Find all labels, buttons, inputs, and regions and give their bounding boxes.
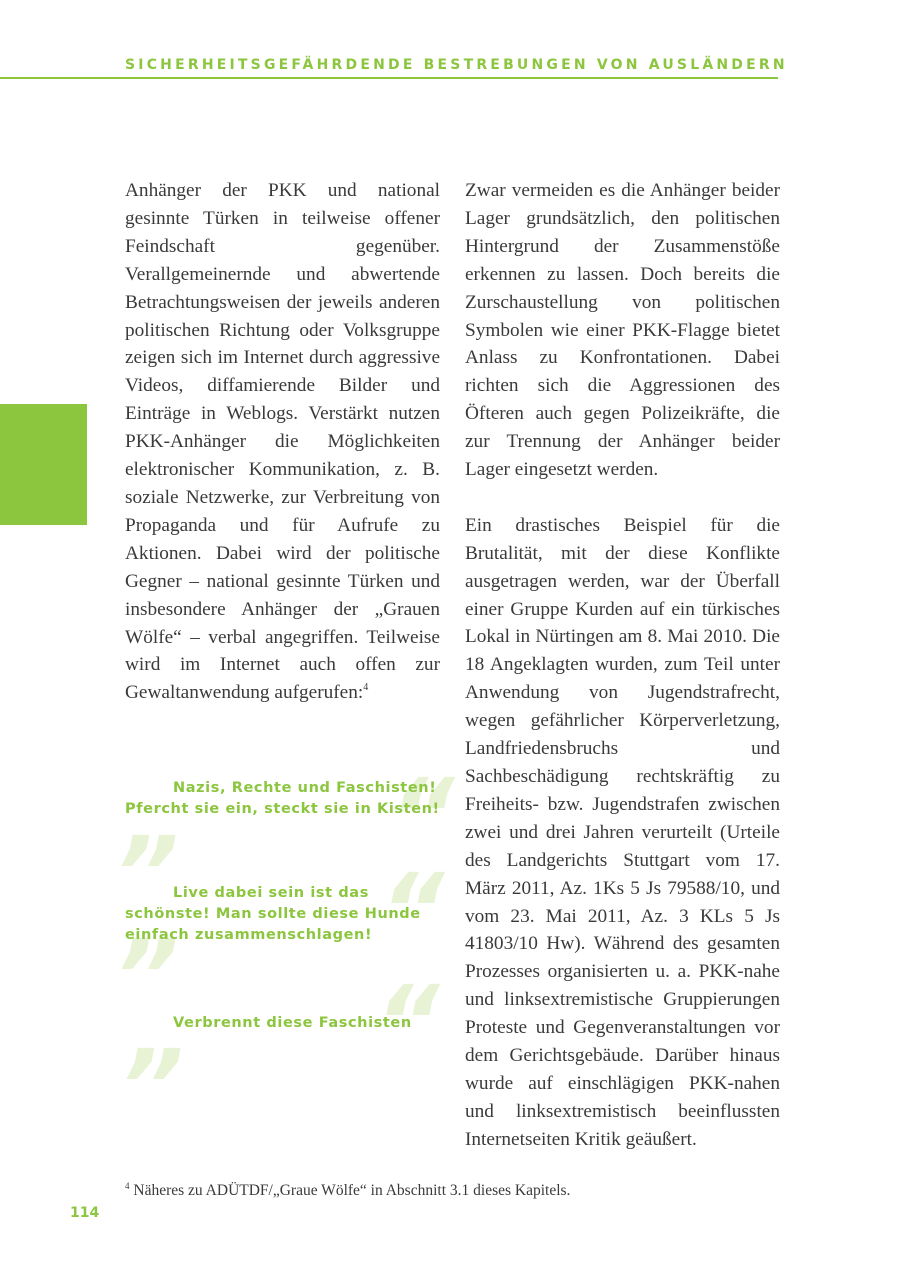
running-header: SICHERHEITSGEFÄHRDENDE BESTREBUNGEN VON AUSLÄNDERN [125,57,788,73]
left-paragraph [125,177,440,707]
opening-quote-mark: „ [125,864,191,981]
footnote-reference: 4 [363,682,369,694]
footnote-text: Näheres zu ADÜTDF/„Graue Wölfe“ in Abschnitt 3.1 dieses Kapitels. [133,1182,571,1199]
quote-line: Nazis, Rechte und Faschisten! [173,780,437,796]
page-number: 114 [70,1205,100,1221]
opening-quote-mark: „ [130,974,196,1091]
quote-1 [125,757,456,878]
quote-2 [125,852,446,981]
quote-line: Verbrennt diese Faschisten [173,1015,412,1031]
opening-quote-mark: „ [125,761,191,878]
right-paragraph-1: Zwar vermeiden es die Anhänger beider Lager grundsätzlich, den politischen Hintergrund der Zusammenstöße erkennen zu lassen. Doch bereits die Zurschaustellung von politischen Symbolen wie einer PKK-Flagge bietet Anlass zu Konfrontationen. Dabei richten sich die Aggressionen des Öfteren auch gegen Polizeikräfte, die zur Trennung der Anhänger beider Lager eingesetzt werden. [465,180,780,481]
quote-3 [125,964,441,1091]
quote-line: einfach zusammenschlagen! [125,927,373,943]
left-column [125,177,440,707]
chapter-side-tab [0,404,87,525]
closing-quote-mark: “ [380,852,446,969]
left-paragraph-text: Anhänger der PKK und national gesinnte Türken in teilweise offener Feindschaft gegenüber. Verallgemeinernde und abwertende Betrachtungsweisen der jeweils anderen politischen Richtung oder Volksgruppe zeigen sich im Internet durch aggressive Videos, diffamierende Bilder und Einträge in Weblogs. Verstärkt nutzen PKK-Anhänger die Möglichkeiten elektronischer Kommunikation, z. B. soziale Netzwerke, zur Verbreitung von Propaganda und für Aufrufe zu Aktionen. Dabei wird der politische Gegner – national gesinnte Türken und insbesondere Anhänger der „Grauen Wölfe“ – verbal angegriffen. Teilweise wird im Internet auch offen zur Gewaltanwendung aufgerufen: [125,180,440,704]
footnote [125,1181,775,1201]
quote-line: Live dabei sein ist das [173,885,369,901]
quote-line: Pfercht sie ein, steckt sie in Kisten! [125,801,440,817]
closing-quote-mark: “ [390,757,456,874]
right-column [465,177,780,1154]
quote-line: schönste! Man sollte diese Hunde [125,906,421,922]
header-rule [0,77,778,79]
closing-quote-mark: “ [375,964,441,1081]
right-paragraph-2: Ein drastisches Beispiel für die Brutalität, mit der diese Konflikte ausgetragen werden, war der Überfall einer Gruppe Kurden auf ein türkisches Lokal in Nürtingen am 8. Mai 2010. Die 18 Angeklagten wurden, zum Teil unter Anwendung von Jugendstrafrecht, wegen gefährlicher Körperverletzung, Landfriedensbruchs und Sachbeschädigung rechtskräftig zu Freiheits- bzw. Jugendstrafen zwischen zwei und drei Jahren verurteilt (Urteile des Landgerichts Stuttgart vom 17. März 2011, Az. 1Ks 5 Js 79588/10, und vom 23. Mai 2011, Az. 3 KLs 5 Js 41803/10 Hw). Während des gesamten Prozesses organisierten u. a. PKK-nahe und linksextremistische Gruppierungen Proteste und Gegenveranstaltungen vor dem Gerichtsgebäude. Darüber hinaus wurde auf einschlägigen PKK-nahen und linksextremistisch beeinflussten Internetseiten Kritik geäußert. [465,514,780,1150]
footnote-number: 4 [125,1181,130,1191]
